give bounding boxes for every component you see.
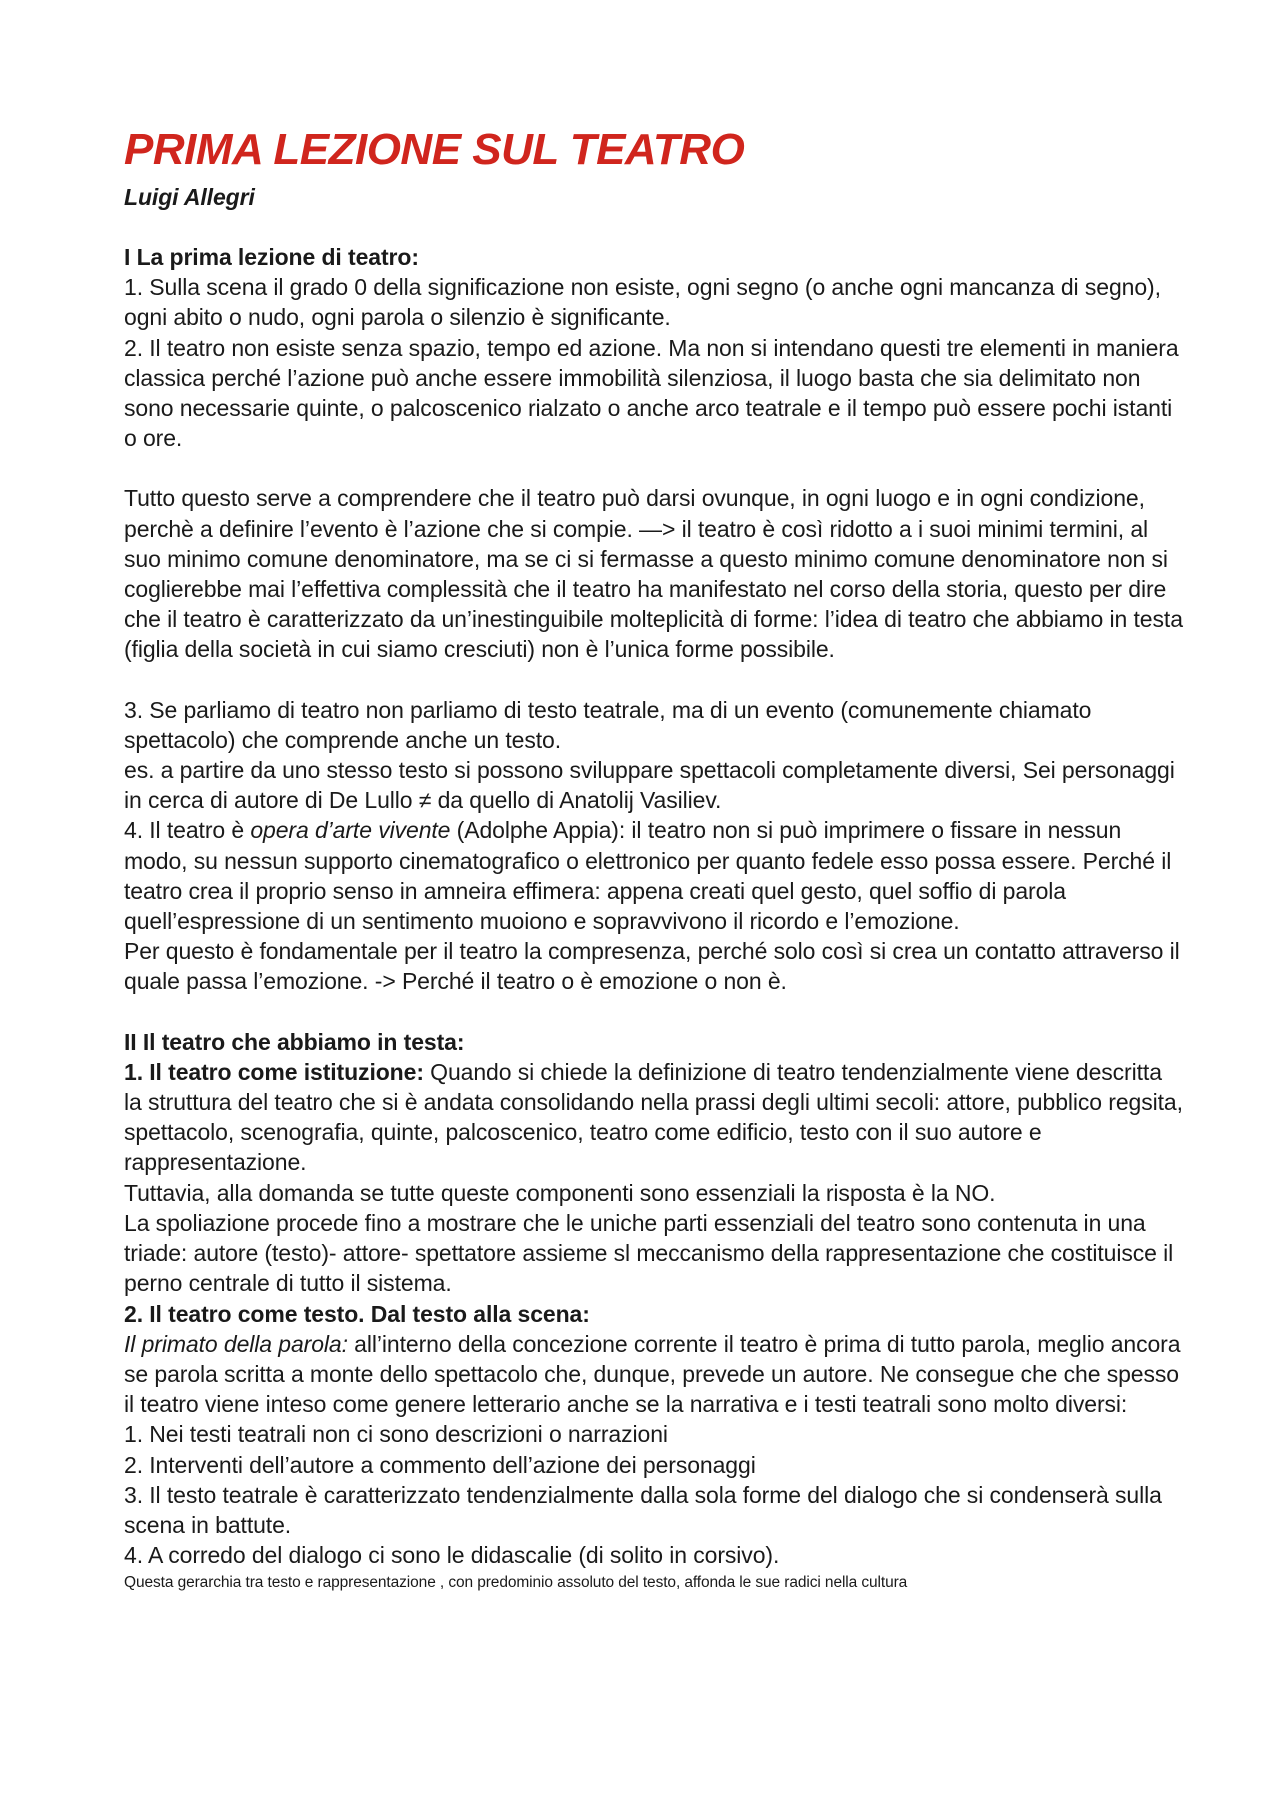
list-item: 2. Interventi dell’autore a commento dell’azione dei personaggi [124,1451,756,1478]
section2-sub2-paragraph [124,1329,1184,1420]
spacer [124,997,1184,1027]
section2-heading: II Il teatro che abbiamo in testa: [124,1028,465,1055]
document-title: PRIMA LEZIONE SUL TEATRO [124,125,745,174]
document-page [124,124,1184,1594]
section1-conclusion: Per questo è fondamentale per il teatro la compresenza, perché solo così si crea un contatto attraverso il quale passa l’emozione. -> Perché il teatro o è emozione o non è. [124,938,1180,995]
sub1-heading: 1. Il teatro come istituzione: [124,1058,424,1085]
point4-prefix: 4. Il teatro è [124,817,251,844]
sub2-italic-lead: Il primato della parola: [124,1330,348,1357]
section1-heading: I La prima lezione di teatro: [124,244,419,270]
section1-point-2: 2. Il teatro non esiste senza spazio, tempo ed azione. Ma non si intendano questi tre elementi in maniera classica perché l’azione può anche essere immobilità silenziosa, il luogo basta che sia delimitato non sono necessarie quinte, o palcoscenico rialzato o anche arco teatrale e il tempo può essere pochi istanti o ore. [124,334,1179,452]
section1-point-4 [124,815,1184,936]
document-author: Luigi Allegri [124,184,255,210]
section2-sub2-heading: 2. Il teatro come testo. Dal testo alla scena: [124,1300,590,1327]
spacer [124,665,1184,695]
section1-point-3: 3. Se parliamo di teatro non parliamo di testo teatrale, ma di un evento (comunemente chiamato spettacolo) che comprende anche un testo. [124,696,1092,753]
spacer [124,453,1184,483]
section1-example: es. a partire da uno stesso testo si possono sviluppare spettacoli completamente diversi, Sei personaggi in cerca di autore di De Lullo ≠ da quello di Anatolij Vasiliev. [124,757,1175,814]
section1-paragraph-summary: Tutto questo serve a comprendere che il teatro può darsi ovunque, in ogni luogo e in ogni condizione, perchè a definire l’evento è l’azione che si compie. —> il teatro è così ridotto a i suoi minimi termini, al suo minimo comune denominatore, ma se ci si fermasse a questo minimo comune denominatore non si coglierebbe mai l’effettiva complessità che il teatro ha manifestato nel corso della storia, questo per dire che il teatro è caratterizzato da un’inestinguibile molteplicità di forme: l’idea di teatro che abbiamo in testa (figlia della società in cui siamo cresciuti) non è l’unica forme possibile. [124,485,1183,663]
sub1-text: Quando si chiede la definizione di teatro tendenzialmente viene descritta la struttura del teatro che si è andata consolidando nella prassi degli ultimi secoli: attore, pubblico regsita, spettacolo, scenografia, quinte, palcoscenico, teatro come edificio, testo con il suo autore e rappresentazione. [124,1058,1183,1176]
section2-sub1 [124,1057,1184,1178]
section2-paragraph-no: Tuttavia, alla domanda se tutte queste componenti sono essenziali la risposta è la NO. [124,1179,996,1206]
spacer [124,212,1184,242]
point4-italic-phrase: opera d’arte vivente [250,817,451,844]
list-item: 4. A corredo del dialogo ci sono le didascalie (di solito in corsivo). [124,1542,780,1569]
section2-paragraph-triade: La spoliazione procede fino a mostrare che le uniche parti essenziali del teatro sono contenuta in una triade: autore (testo)- attore- spettatore assieme sl meccanismo della rappresentazione che costituisce il perno centrale di tutto il sistema. [124,1209,1174,1297]
section1-point-1: 1. Sulla scena il grado 0 della significazione non esiste, ogni segno (o anche ogni mancanza di segno), ogni abito o nudo, ogni parola o silenzio è significante. [124,274,1161,331]
point4-text: (Adolphe Appia): il teatro non si può imprimere o fissare in nessun modo, su nessun supporto cinematografico o elettronico per quanto fedele esso possa essere. Perché il teatro crea il proprio senso in amneira effimera: appena creati quel gesto, quel soffio di parola quell’espressione di un sentimento muoiono e sopravvivono il ricordo e l’emozione. [124,817,1172,935]
list-item: 3. Il testo teatrale è caratterizzato tendenzialmente dalla sola forme del dialogo che si condenserà sulla scena in battute. [124,1481,1162,1538]
sub2-text: all’interno della concezione corrente il teatro è prima di tutto parola, meglio ancora se parola scritta a monte dello spettacolo che, dunque, prevede un autore. Ne consegue che che spesso il teatro viene inteso come genere letterario anche se la narrativa e i testi teatrali sono molto diversi: [124,1330,1181,1418]
list-item: 1. Nei testi teatrali non ci sono descrizioni o narrazioni [124,1421,668,1448]
footer-text: Questa gerarchia tra testo e rappresentazione , con predominio assoluto del testo, affonda le sue radici nella cultura [124,1574,908,1592]
